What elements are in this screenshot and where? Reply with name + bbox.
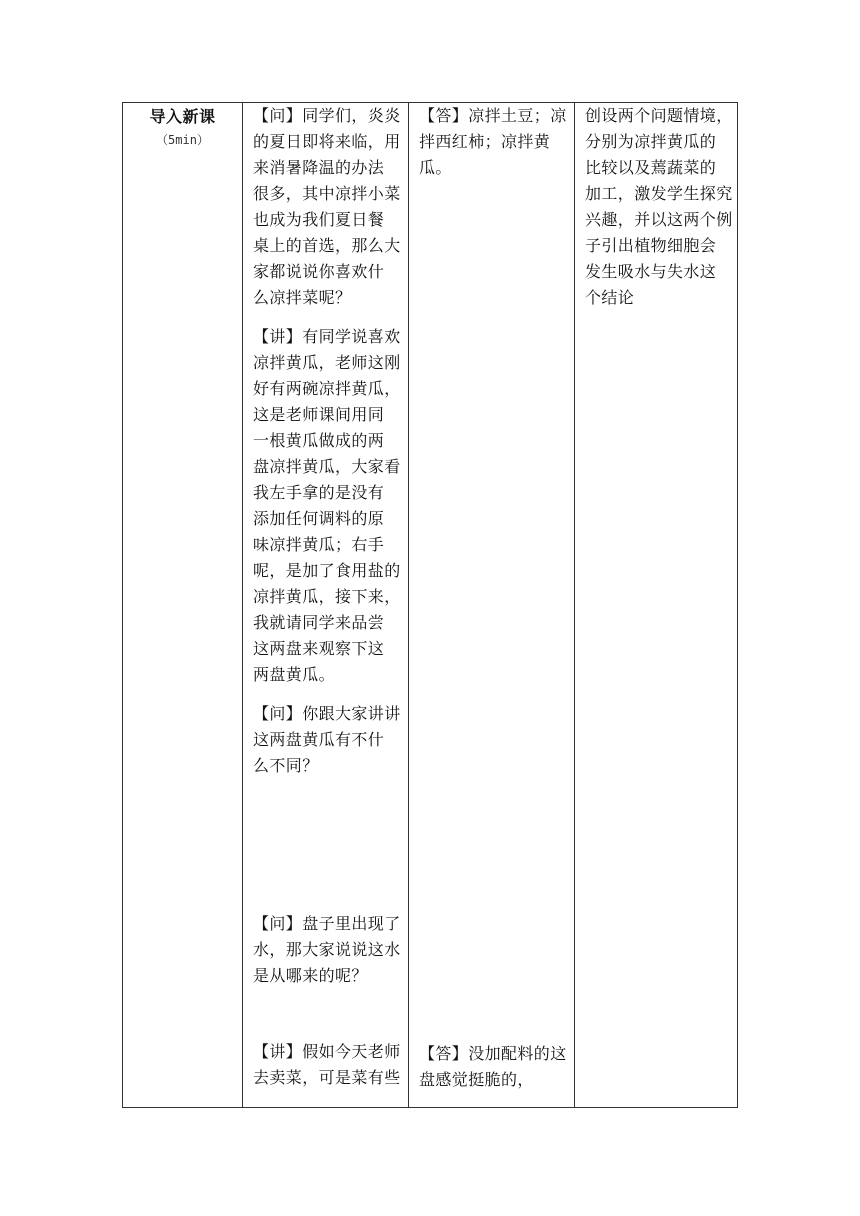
student-answer-paragraph: 【答】凉拌土豆；凉 拌西红柿；凉拌黄 瓜。: [419, 106, 567, 177]
teacher-question-paragraph: 【问】同学们，炎炎 的夏日即将来临，用 来消暑降温的办法 很多，其中凉拌小菜 也成为我们夏日餐 桌上的首选，那么大 家都说说你喜欢什 么凉拌菜呢？: [253, 106, 401, 307]
design-intent-paragraph: 创设两个问题情境， 分别为凉拌黄瓜的 比较以及蔫蔬菜的 加工，激发学生探究 兴趣，并以这两个例 子引出植物细胞会 发生吸水与失水这 个结论: [585, 106, 733, 307]
teacher-explanation-paragraph: 【讲】假如今天老师 去卖菜，可是菜有些: [253, 1042, 401, 1087]
teacher-question-paragraph: 【问】盘子里出现了 水，那大家说说这水 是从哪来的呢？: [253, 914, 401, 985]
teacher-activity-cell: [243, 103, 408, 1107]
student-answer-paragraph: 【答】没加配料的这 盘感觉挺脆的，: [419, 1044, 567, 1089]
stage-cell: [123, 103, 242, 1107]
stage-duration: （5min）: [156, 133, 209, 147]
design-intent-cell: [575, 103, 738, 1107]
student-activity-cell: [409, 103, 574, 1107]
lesson-plan-table: [122, 102, 738, 1108]
stage-title: 导入新课: [149, 107, 216, 126]
teacher-explanation-paragraph: 【讲】有同学说喜欢 凉拌黄瓜，老师这刚 好有两碗凉拌黄瓜， 这是老师课间用同 一根黄瓜做成的两 盘凉拌黄瓜，大家看 我左手拿的是没有 添加任何调料的原 味凉拌黄瓜；右手 呢，是加了食用盐的 凉拌黄瓜，接下来， 我就请同学来品尝 这两盘来观察下这 两盘黄瓜。: [253, 327, 401, 684]
teacher-question-paragraph: 【问】你跟大家讲讲 这两盘黄瓜有不什 么不同？: [253, 704, 401, 775]
